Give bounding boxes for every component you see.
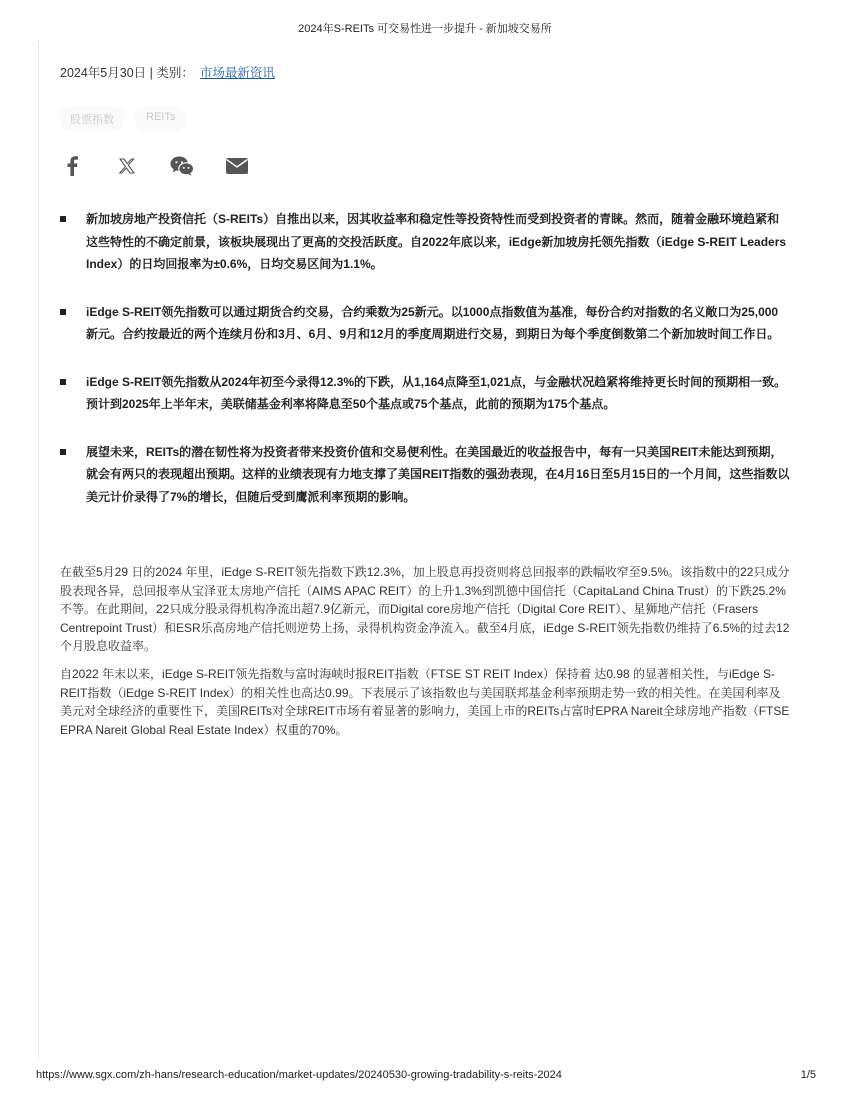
tag-list xyxy=(60,108,185,130)
category-link[interactable]: 市场最新资讯 xyxy=(199,66,275,80)
tag-reits[interactable]: REITs xyxy=(136,108,185,130)
body-paragraph: 在截至5月29 日的2024 年里，iEdge S-REIT领先指数下跌12.3%，加上股息再投资则将总回报率的跌幅收窄至9.5%。该指数中的22只成分股表现各异，总回报率从宝泽亚太房地产信托（AIMS APAC REIT）的上升1.3%到凯德中国信托（CapitaLand China Trust）的下跌25.2%不等。在此期间，22只成分股录得机构净流出超7.9亿新元，而Digital core房地产信托（Digital Core REIT）、星狮地产信托（Frasers Centrepoint Trust）和ESR乐高房地产信托则逆势上扬，录得机构资金净流入。截至4月底，iEdge S-REIT领先指数仍维持了6.5%的过去12个月股息收益率。 xyxy=(60,565,790,653)
facebook-icon[interactable] xyxy=(60,154,84,178)
wechat-icon[interactable] xyxy=(170,154,194,178)
x-icon[interactable] xyxy=(115,154,139,178)
summary-bullet: 展望未来，REITs的潜在韧性将为投资者带来投资价值和交易便利性。在美国最近的收益报告中，每有一只美国REIT未能达到预期，就会有两只的表现超出预期。这样的业绩表现有力地支撑了美国REIT指数的强劲表现，在4月16日至5月15日的一个月间，这些指数以美元计价录得了7%的增长，但随后受到鹰派利率预期的影响。 xyxy=(60,441,790,509)
print-footer xyxy=(36,1069,816,1081)
page-number: 1/5 xyxy=(800,1069,816,1081)
article-meta xyxy=(60,63,275,81)
print-header: 2024年S-REITs 可交易性进一步提升 - 新加坡交易所 xyxy=(298,23,552,35)
summary-bullet-list xyxy=(60,208,790,533)
body-paragraph: 自2022 年末以来，iEdge S-REIT领先指数与富时海峡时报REIT指数（FTSE ST REIT Index）保持着 达0.98 的显著相关性，与iEdge S-REIT指数（iEdge S-REIT Index）的相关性也高达0.99。下表展示了该指数也与美国联邦基金利率预期走势一致的相关性。在美国利率及美元对全球经济的重要性下，美国REITs对全球REIT市场有着显著的影响力，美国上市的REITs占富时EPRA Nareit全球房地产指数（FTSE EPRA Nareit Global Real Estate Index）权重的70%。 xyxy=(60,667,790,737)
email-icon[interactable] xyxy=(225,154,249,178)
summary-bullet: iEdge S-REIT领先指数可以通过期货合约交易，合约乘数为25新元。以1000点指数值为基准，每份合约对指数的名义敞口为25,000新元。合约按最近的两个连续月份和3月、6月、9月和12月的季度周期进行交易，到期日为每个季度倒数第二个新加坡时间工作日。 xyxy=(60,301,790,346)
left-divider xyxy=(38,40,39,1060)
summary-bullet: 新加坡房地产投资信托（S-REITs）自推出以来，因其收益率和稳定性等投资特性而受到投资者的青睐。然而，随着金融环境趋紧和这些特性的不确定前景，该板块展现出了更高的交投活跃度。自2022年底以来，iEdge新加坡房托领先指数（iEdge S-REIT Leaders Index）的日均回报率为±0.6%，日均交易区间为1.1%。 xyxy=(60,208,790,276)
summary-bullet: iEdge S-REIT领先指数从2024年初至今录得12.3%的下跌，从1,164点降至1,021点，与金融状况趋紧将维持更长时间的预期相一致。预计到2025年上半年末，美联储基金利率将降息至50个基点或75个基点，此前的预期为175个基点。 xyxy=(60,371,790,416)
date-category-label: 2024年5月30日 | 类别： xyxy=(60,66,194,80)
tag-stock-index[interactable]: 股票指数 xyxy=(60,108,124,130)
footer-url: https://www.sgx.com/zh-hans/research-education/market-updates/20240530-growing-tradability-s-reits-2024 xyxy=(36,1069,562,1081)
share-bar xyxy=(60,154,280,178)
